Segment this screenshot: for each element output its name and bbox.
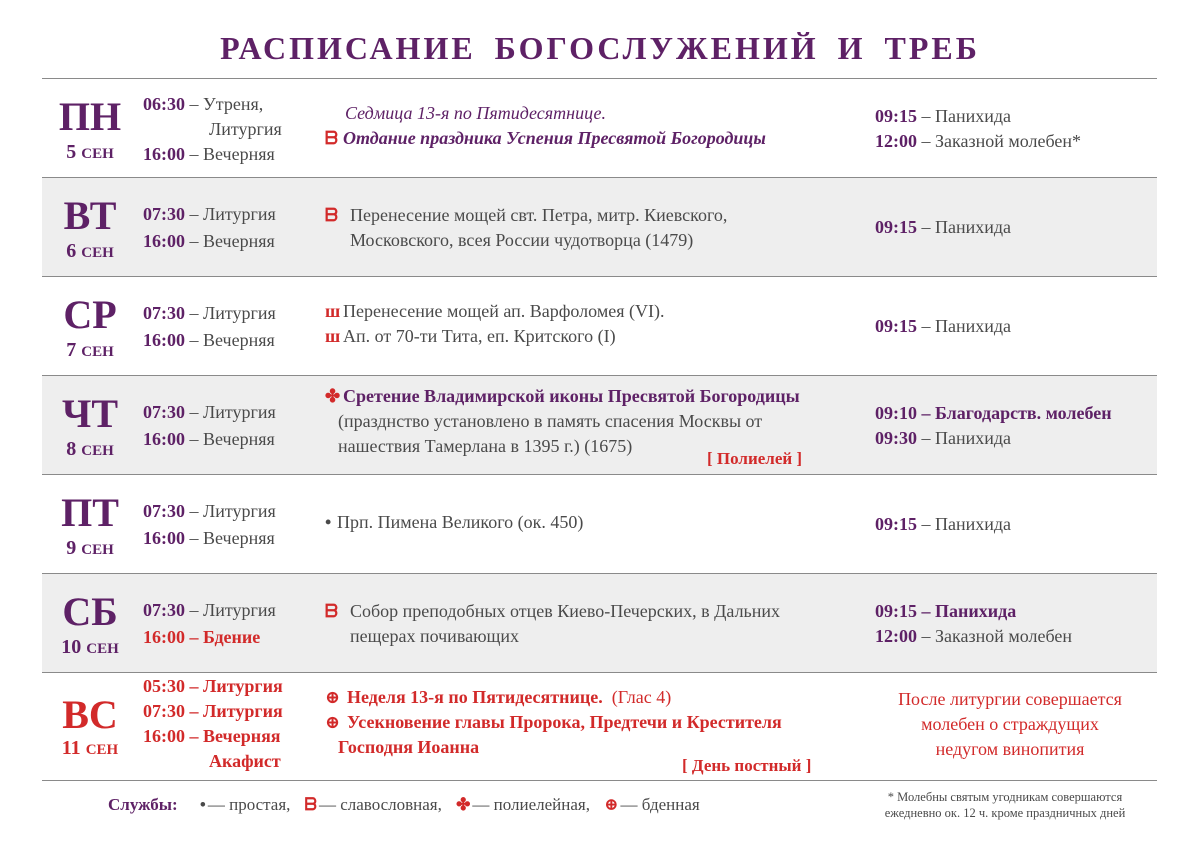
bdennaya-icon: ⊕ (325, 712, 341, 732)
services-list: 07:30 – Литургия 16:00 – Вечерняя (143, 204, 276, 251)
schedule-table (42, 79, 1157, 781)
slavoslovnaya-icon: ᗷ (325, 128, 338, 148)
services-list: 07:30 – Литургия 16:00 – Вечерняя (143, 303, 276, 350)
memorial-icon: ш (325, 301, 341, 321)
schedule-row-monday (42, 79, 1157, 178)
polieley-tag: [ Полиелей ] (707, 449, 803, 468)
feast-info: ✤ Сретение Владимирской иконы Пресвятой Богородицы (празднство установлено в память спасения Москвы от нашествия Тамерлана в 1395 г.) (1675) (325, 386, 800, 456)
polieleinaya-icon: ✤ (325, 386, 341, 406)
schedule-row-sunday (42, 673, 1157, 781)
additional-services: 09:15 – Панихида (875, 514, 1012, 534)
slavoslovnaya-icon: ᗷ (325, 601, 338, 621)
feast-info: ⊕ Неделя 13-я по Пятидесятнице. (Глас 4) ⊕ Усекновение главы Пророка, Предтечи и Крестителя Господня Иоанна (325, 687, 782, 757)
feast-info: ш Перенесение мощей ап. Варфоломея (VI). ш Ап. от 70-ти Тита, еп. Критского (I) (325, 299, 664, 349)
services-list: 05:30 – Литургия 07:30 – Литургия 16:00 – Вечерняя Акафист (143, 676, 283, 771)
services-list: 06:30 – Утреня, Литургия 16:00 – Вечерняя (143, 94, 282, 164)
schedule-row-thursday (42, 376, 1157, 475)
footnote: * Молебны святым угодникам совершаются ежедневно ок. 12 ч. кроме праздничных дней (884, 790, 1126, 820)
fast-day-tag: [ День постный ] (682, 756, 812, 775)
services-list: 07:30 – Литургия 16:00 – Бдение (143, 600, 276, 647)
day-date: 7 СЕН (66, 339, 114, 361)
services-list: 07:30 – Литургия 16:00 – Вечерняя (143, 501, 276, 548)
feast-info: Седмица 13-я по Пятидесятнице. ᗷ Отдание праздника Успения Пресвятой Богородицы (325, 101, 766, 151)
prostaya-icon: • (199, 795, 206, 814)
prostaya-icon: • (325, 512, 332, 532)
slavoslovnaya-icon: ᗷ (325, 205, 338, 225)
additional-services: 09:15 – Панихида (875, 316, 1012, 336)
additional-services: 09:15 – Панихида (875, 217, 1012, 237)
schedule-row-friday (42, 475, 1157, 574)
additional-services: 09:15 – Панихида 12:00 – Заказной молебен (875, 601, 1073, 646)
bdennaya-icon: ⊕ (604, 795, 619, 814)
day-date: 10 СЕН (61, 636, 119, 658)
day-name: ПТ (61, 490, 119, 535)
service-legend: Службы: • — простая, ᗷ — славословная, ✤ — полиелейная, ⊕ — бденная (108, 795, 700, 814)
feast-info: • Прп. Пимена Великого (ок. 450) (325, 510, 583, 535)
legend-label: Службы: (108, 795, 178, 814)
additional-services: 09:15 – Панихида 12:00 – Заказной молебен* (875, 106, 1082, 151)
schedule-row-wednesday (42, 277, 1157, 376)
services-list: 07:30 – Литургия 16:00 – Вечерняя (143, 402, 276, 449)
day-date: 8 СЕН (66, 438, 114, 460)
day-date: 11 СЕН (61, 737, 119, 759)
day-name: СР (63, 292, 117, 337)
schedule-row-tuesday (42, 178, 1157, 277)
schedule-row-saturday (42, 574, 1157, 673)
memorial-icon: ш (325, 326, 341, 346)
polieleinaya-icon: ✤ (456, 795, 471, 814)
slavoslovnaya-icon: ᗷ (304, 795, 317, 814)
feast-info: ᗷ Перенесение мощей свт. Петра, митр. Киевского, Московского, всея России чудотворца (1479) (325, 205, 728, 250)
additional-services: 09:10 – Благодарств. молебен 09:30 – Панихида (875, 403, 1112, 448)
day-date: 6 СЕН (66, 240, 114, 262)
day-name: ПН (58, 94, 122, 139)
day-date: 5 СЕН (66, 141, 114, 163)
day-name: ВС (62, 692, 118, 737)
feast-info: ᗷ Собор преподобных отцев Киево-Печерских, в Дальних пещерах почивающих (325, 601, 781, 646)
day-name: ЧТ (61, 391, 119, 436)
day-name: СБ (62, 589, 118, 634)
day-date: 9 СЕН (66, 537, 114, 559)
day-name: ВТ (63, 193, 117, 238)
sunday-note: После литургии совершается молебен о страждущих недугом винопития (898, 689, 1122, 759)
bdennaya-icon: ⊕ (325, 687, 341, 707)
page-title: РАСПИСАНИЕ БОГОСЛУЖЕНИЙ И ТРЕБ (220, 30, 980, 66)
